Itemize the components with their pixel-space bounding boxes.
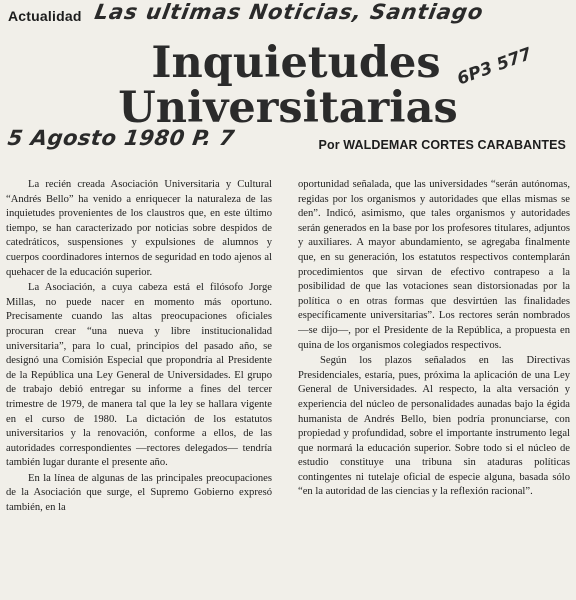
handwritten-reference-note: 6P3 577 xyxy=(454,44,535,90)
paragraph: Según los plazos señalados en las Directivas Presidenciales, estaría, pues, próxima la aplicación de una Ley General de Universidades. Al respecto, la alta versación y experiencia del núcleo de personalidades aunadas bajo la égida humanista de Andrés Bello, bien podría pronunciarse, con propiedad y profundidad, sobre el importante instrumento legal que normará la educación superior. Sobre todo si el núcleo de estudio constituye una tribuna sin ataduras políticas contingentes ni tutelaje oficial de especie alguna, basada sólo “en la autoridad de las ciencias y la reflexión racional”. xyxy=(298,355,570,498)
byline: Por WALDEMAR CORTES CARABANTES xyxy=(318,138,566,152)
paragraph: La Asociación, a cuya cabeza está el filósofo Jorge Millas, no puede nacer en momento más oportuno. Precisamente cuando las altas preocupaciones oficiales procuran crear “una nueva y libre institucionalidad universitaria”, para lo cual, principios del pasado año, se designó una Comisión Especial que propondría al Presidente de la República una Ley General de Universidades. El grupo de trabajo debió entregar su informe a fines del tercer trimestre de 1979, de manera tal que la ley se hallara vigente en el curso de 1980. La dictación de los estatutos universitarios y la renovación, conforme a ellos, de las autoridades correspondientes —rectores delegados— tendría también lugar durante el presente año. xyxy=(6,282,272,469)
paragraph: La recién creada Asociación Universitaria y Cultural “Andrés Bello” ha venido a enriquecer la naturaleza de las inquietudes provenientes de los claustros que, en este último tiempo, se han caracterizado por noticias sobre despidos de catedráticos, suspensiones y expulsiones de alumnos y cuerpos coordinadores internos de seguridad en todo ajenos al quehacer de la educación superior. xyxy=(6,179,272,278)
handwritten-date-note: 5 Agosto 1980 P. 7 xyxy=(6,126,237,150)
paragraph: oportunidad señalada, que las universidades “serán autónomas, regidas por los organismos y autoridades que ellas mismas se den”. Indicó, asimismo, que tales organismos y autoridades serán generados en la base por los profesores titulares, adjuntos y auxiliares. A mayor abundamiento, se agregaba finalmente que, en su generación, los estatutos respectivos contemplarán procedimientos que sirvan de efectivo contrapeso a la posibilidad de que las votaciones sean distorsionadas por la política o en otras formas que desvirtúen las finalidades específicamente universitarias”. Los rectores serán nombrados —se dijo—, por el Presidente de la República, a propuesta en quina de los organismos colegiados respectivos. xyxy=(298,179,570,351)
handwritten-source-note: Las ultimas Noticias, Santiago xyxy=(92,0,486,24)
headline-line-2: Universitarias xyxy=(118,83,458,133)
article-column-left xyxy=(6,178,272,598)
paragraph: En la línea de algunas de las principales preocupaciones de la Asociación que surge, el Supremo Gobierno expresó también, en la xyxy=(6,472,272,514)
article-column-right xyxy=(298,178,570,598)
section-label: Actualidad xyxy=(8,8,82,24)
headline-line-1: Inquietudes xyxy=(151,38,441,88)
